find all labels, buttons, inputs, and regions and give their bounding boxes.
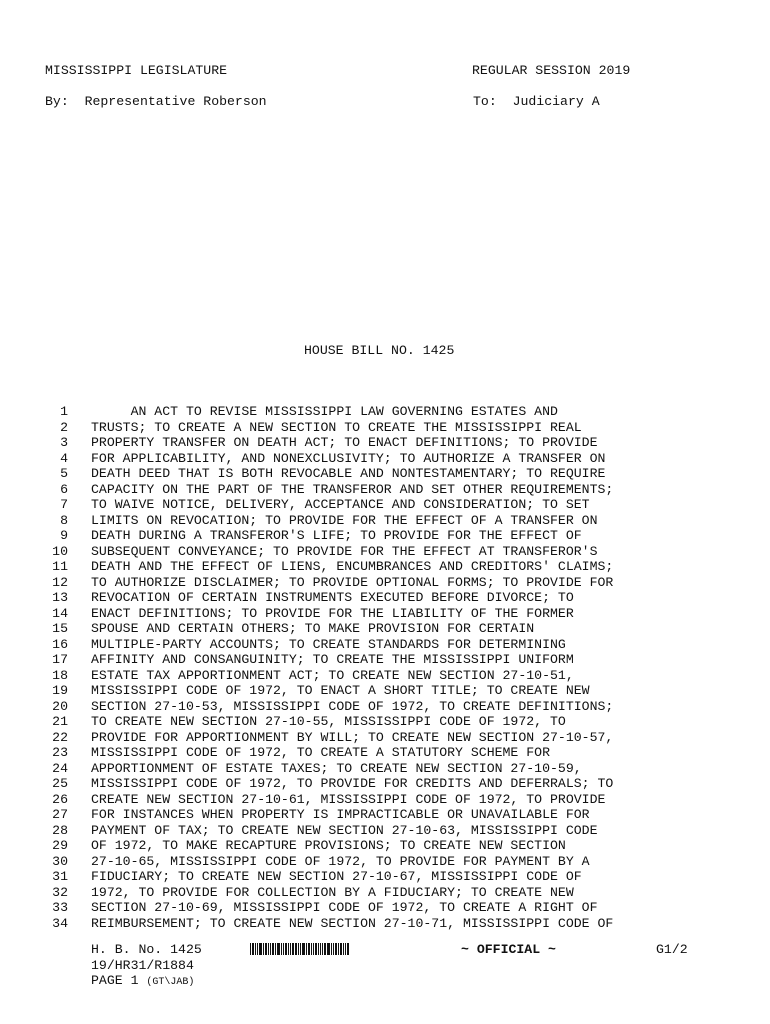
bill-line	[0, 823, 770, 839]
line-text: CAPACITY ON THE PART OF THE TRANSFEROR AND SET OTHER REQUIREMENTS;	[91, 481, 614, 497]
line-number: 30	[52, 853, 68, 869]
bill-line	[0, 590, 770, 606]
line-text: REIMBURSEMENT; TO CREATE NEW SECTION 27-10-71, MISSISSIPPI CODE OF	[91, 915, 614, 931]
bill-line	[0, 497, 770, 513]
line-number: 17	[52, 652, 68, 667]
line-text: ESTATE TAX APPORTIONMENT ACT; TO CREATE NEW SECTION 27-10-51,	[91, 667, 574, 683]
bill-line	[0, 699, 770, 715]
line-number: 25	[52, 776, 68, 791]
bill-line	[0, 466, 770, 482]
document-code: 19/HR31/R1884	[91, 958, 194, 973]
bill-line	[0, 807, 770, 823]
line-text: CREATE NEW SECTION 27-10-61, MISSISSIPPI CODE OF 1972, TO PROVIDE	[91, 791, 606, 807]
bill-line	[0, 451, 770, 467]
line-number: 28	[52, 822, 68, 838]
line-number: 33	[52, 900, 68, 915]
typist-initials: (GT\JAB)	[146, 977, 195, 988]
line-text: PROVIDE FOR APPORTIONMENT BY WILL; TO CREATE NEW SECTION 27-10-57,	[91, 729, 614, 745]
sponsor-line: By: Representative Roberson	[45, 94, 267, 109]
bill-line	[0, 761, 770, 777]
bill-line	[0, 668, 770, 684]
line-text: PAYMENT OF TAX; TO CREATE NEW SECTION 27-10-63, MISSISSIPPI CODE	[91, 822, 598, 838]
line-number: 13	[52, 590, 68, 605]
bill-line	[0, 900, 770, 916]
line-text: OF 1972, TO MAKE RECAPTURE PROVISIONS; TO CREATE NEW SECTION	[91, 838, 566, 853]
bill-line	[0, 776, 770, 792]
bill-line	[0, 869, 770, 885]
line-text: SUBSEQUENT CONVEYANCE; TO PROVIDE FOR THE EFFECT AT TRANSFEROR'S	[91, 543, 598, 559]
line-text: AN ACT TO REVISE MISSISSIPPI LAW GOVERNING ESTATES AND	[91, 404, 558, 419]
line-number: 19	[52, 683, 68, 698]
bill-line	[0, 621, 770, 637]
line-text: DEATH DURING A TRANSFEROR'S LIFE; TO PROVIDE FOR THE EFFECT OF	[91, 528, 582, 543]
bill-line	[0, 745, 770, 761]
line-number: 15	[52, 621, 68, 636]
line-text: LIMITS ON REVOCATION; TO PROVIDE FOR THE EFFECT OF A TRANSFER ON	[91, 512, 598, 528]
line-number: 10	[52, 543, 68, 559]
line-number: 9	[60, 528, 68, 543]
bill-line	[0, 714, 770, 730]
bill-line	[0, 528, 770, 544]
bill-line	[0, 637, 770, 653]
line-number: 1	[60, 404, 68, 419]
bill-line	[0, 559, 770, 575]
line-text: SECTION 27-10-69, MISSISSIPPI CODE OF 1972, TO CREATE A RIGHT OF	[91, 900, 598, 915]
bill-line	[0, 404, 770, 420]
line-text: 27-10-65, MISSISSIPPI CODE OF 1972, TO PROVIDE FOR PAYMENT BY A	[91, 853, 590, 869]
line-number: 11	[52, 559, 68, 574]
line-text: PROPERTY TRANSFER ON DEATH ACT; TO ENACT DEFINITIONS; TO PROVIDE	[91, 435, 598, 450]
bill-text	[0, 404, 770, 931]
line-number: 4	[60, 450, 68, 466]
bill-line	[0, 916, 770, 932]
line-number: 20	[52, 698, 68, 714]
line-number: 6	[60, 481, 68, 497]
line-text: TO AUTHORIZE DISCLAIMER; TO PROVIDE OPTIONAL FORMS; TO PROVIDE FOR	[91, 574, 614, 590]
bill-line	[0, 854, 770, 870]
line-number: 18	[52, 667, 68, 683]
session-name: REGULAR SESSION 2019	[472, 63, 631, 78]
line-text: 1972, TO PROVIDE FOR COLLECTION BY A FIDUCIARY; TO CREATE NEW	[91, 884, 574, 900]
line-text: ENACT DEFINITIONS; TO PROVIDE FOR THE LIABILITY OF THE FORMER	[91, 605, 574, 621]
bill-line	[0, 838, 770, 854]
line-text: MISSISSIPPI CODE OF 1972, TO CREATE A STATUTORY SCHEME FOR	[91, 745, 550, 760]
bill-line	[0, 575, 770, 591]
line-number: 24	[52, 760, 68, 776]
bill-line	[0, 544, 770, 560]
page-footer	[91, 973, 194, 990]
bill-line	[0, 885, 770, 901]
line-text: TO WAIVE NOTICE, DELIVERY, ACCEPTANCE AND CONSIDERATION; TO SET	[91, 497, 590, 512]
line-text: MISSISSIPPI CODE OF 1972, TO PROVIDE FOR CREDITS AND DEFERRALS; TO	[91, 776, 614, 791]
page-code: G1/2	[656, 942, 688, 957]
line-number: 7	[60, 497, 68, 512]
line-text: AFFINITY AND CONSANGUINITY; TO CREATE THE MISSISSIPPI UNIFORM	[91, 652, 574, 667]
line-text: MULTIPLE-PARTY ACCOUNTS; TO CREATE STANDARDS FOR DETERMINING	[91, 636, 566, 652]
bill-line	[0, 513, 770, 529]
bill-line	[0, 792, 770, 808]
line-number: 22	[52, 729, 68, 745]
committee-line: To: Judiciary A	[473, 94, 600, 109]
line-number: 2	[60, 419, 68, 435]
bill-line	[0, 683, 770, 699]
line-number: 16	[52, 636, 68, 652]
line-number: 8	[60, 512, 68, 528]
line-number: 3	[60, 435, 68, 450]
line-number: 21	[52, 714, 68, 729]
line-text: MISSISSIPPI CODE OF 1972, TO ENACT A SHORT TITLE; TO CREATE NEW	[91, 683, 590, 698]
page-label: PAGE 1	[91, 973, 139, 988]
line-number: 32	[52, 884, 68, 900]
bill-line	[0, 606, 770, 622]
footer-bill-number: H. B. No. 1425	[91, 942, 202, 957]
line-text: DEATH AND THE EFFECT OF LIENS, ENCUMBRANCES AND CREDITORS' CLAIMS;	[91, 559, 614, 574]
bill-line	[0, 420, 770, 436]
line-number: 23	[52, 745, 68, 760]
line-number: 26	[52, 791, 68, 807]
line-number: 29	[52, 838, 68, 853]
bill-line	[0, 730, 770, 746]
line-number: 14	[52, 605, 68, 621]
line-text: TO CREATE NEW SECTION 27-10-55, MISSISSIPPI CODE OF 1972, TO	[91, 714, 566, 729]
line-number: 12	[52, 574, 68, 590]
line-text: SPOUSE AND CERTAIN OTHERS; TO MAKE PROVISION FOR CERTAIN	[91, 621, 535, 636]
line-number: 34	[52, 915, 68, 931]
line-text: FOR APPLICABILITY, AND NONEXCLUSIVITY; TO AUTHORIZE A TRANSFER ON	[91, 450, 606, 466]
line-text: SECTION 27-10-53, MISSISSIPPI CODE OF 1972, TO CREATE DEFINITIONS;	[91, 698, 614, 714]
line-text: APPORTIONMENT OF ESTATE TAXES; TO CREATE NEW SECTION 27-10-59,	[91, 760, 582, 776]
line-text: REVOCATION OF CERTAIN INSTRUMENTS EXECUTED BEFORE DIVORCE; TO	[91, 590, 574, 605]
line-text: FIDUCIARY; TO CREATE NEW SECTION 27-10-67, MISSISSIPPI CODE OF	[91, 869, 582, 884]
barcode-icon	[250, 943, 368, 955]
line-text: FOR INSTANCES WHEN PROPERTY IS IMPRACTICABLE OR UNAVAILABLE FOR	[91, 807, 590, 822]
bill-line	[0, 482, 770, 498]
official-label: ~ OFFICIAL ~	[461, 942, 556, 957]
line-number: 27	[52, 807, 68, 822]
legislature-name: MISSISSIPPI LEGISLATURE	[45, 63, 228, 78]
line-text: DEATH DEED THAT IS BOTH REVOCABLE AND NONTESTAMENTARY; TO REQUIRE	[91, 466, 606, 481]
line-number: 31	[52, 869, 68, 884]
line-text: TRUSTS; TO CREATE A NEW SECTION TO CREATE THE MISSISSIPPI REAL	[91, 419, 582, 435]
bill-line	[0, 652, 770, 668]
bill-title: HOUSE BILL NO. 1425	[304, 343, 455, 358]
line-number: 5	[60, 466, 68, 481]
bill-line	[0, 435, 770, 451]
